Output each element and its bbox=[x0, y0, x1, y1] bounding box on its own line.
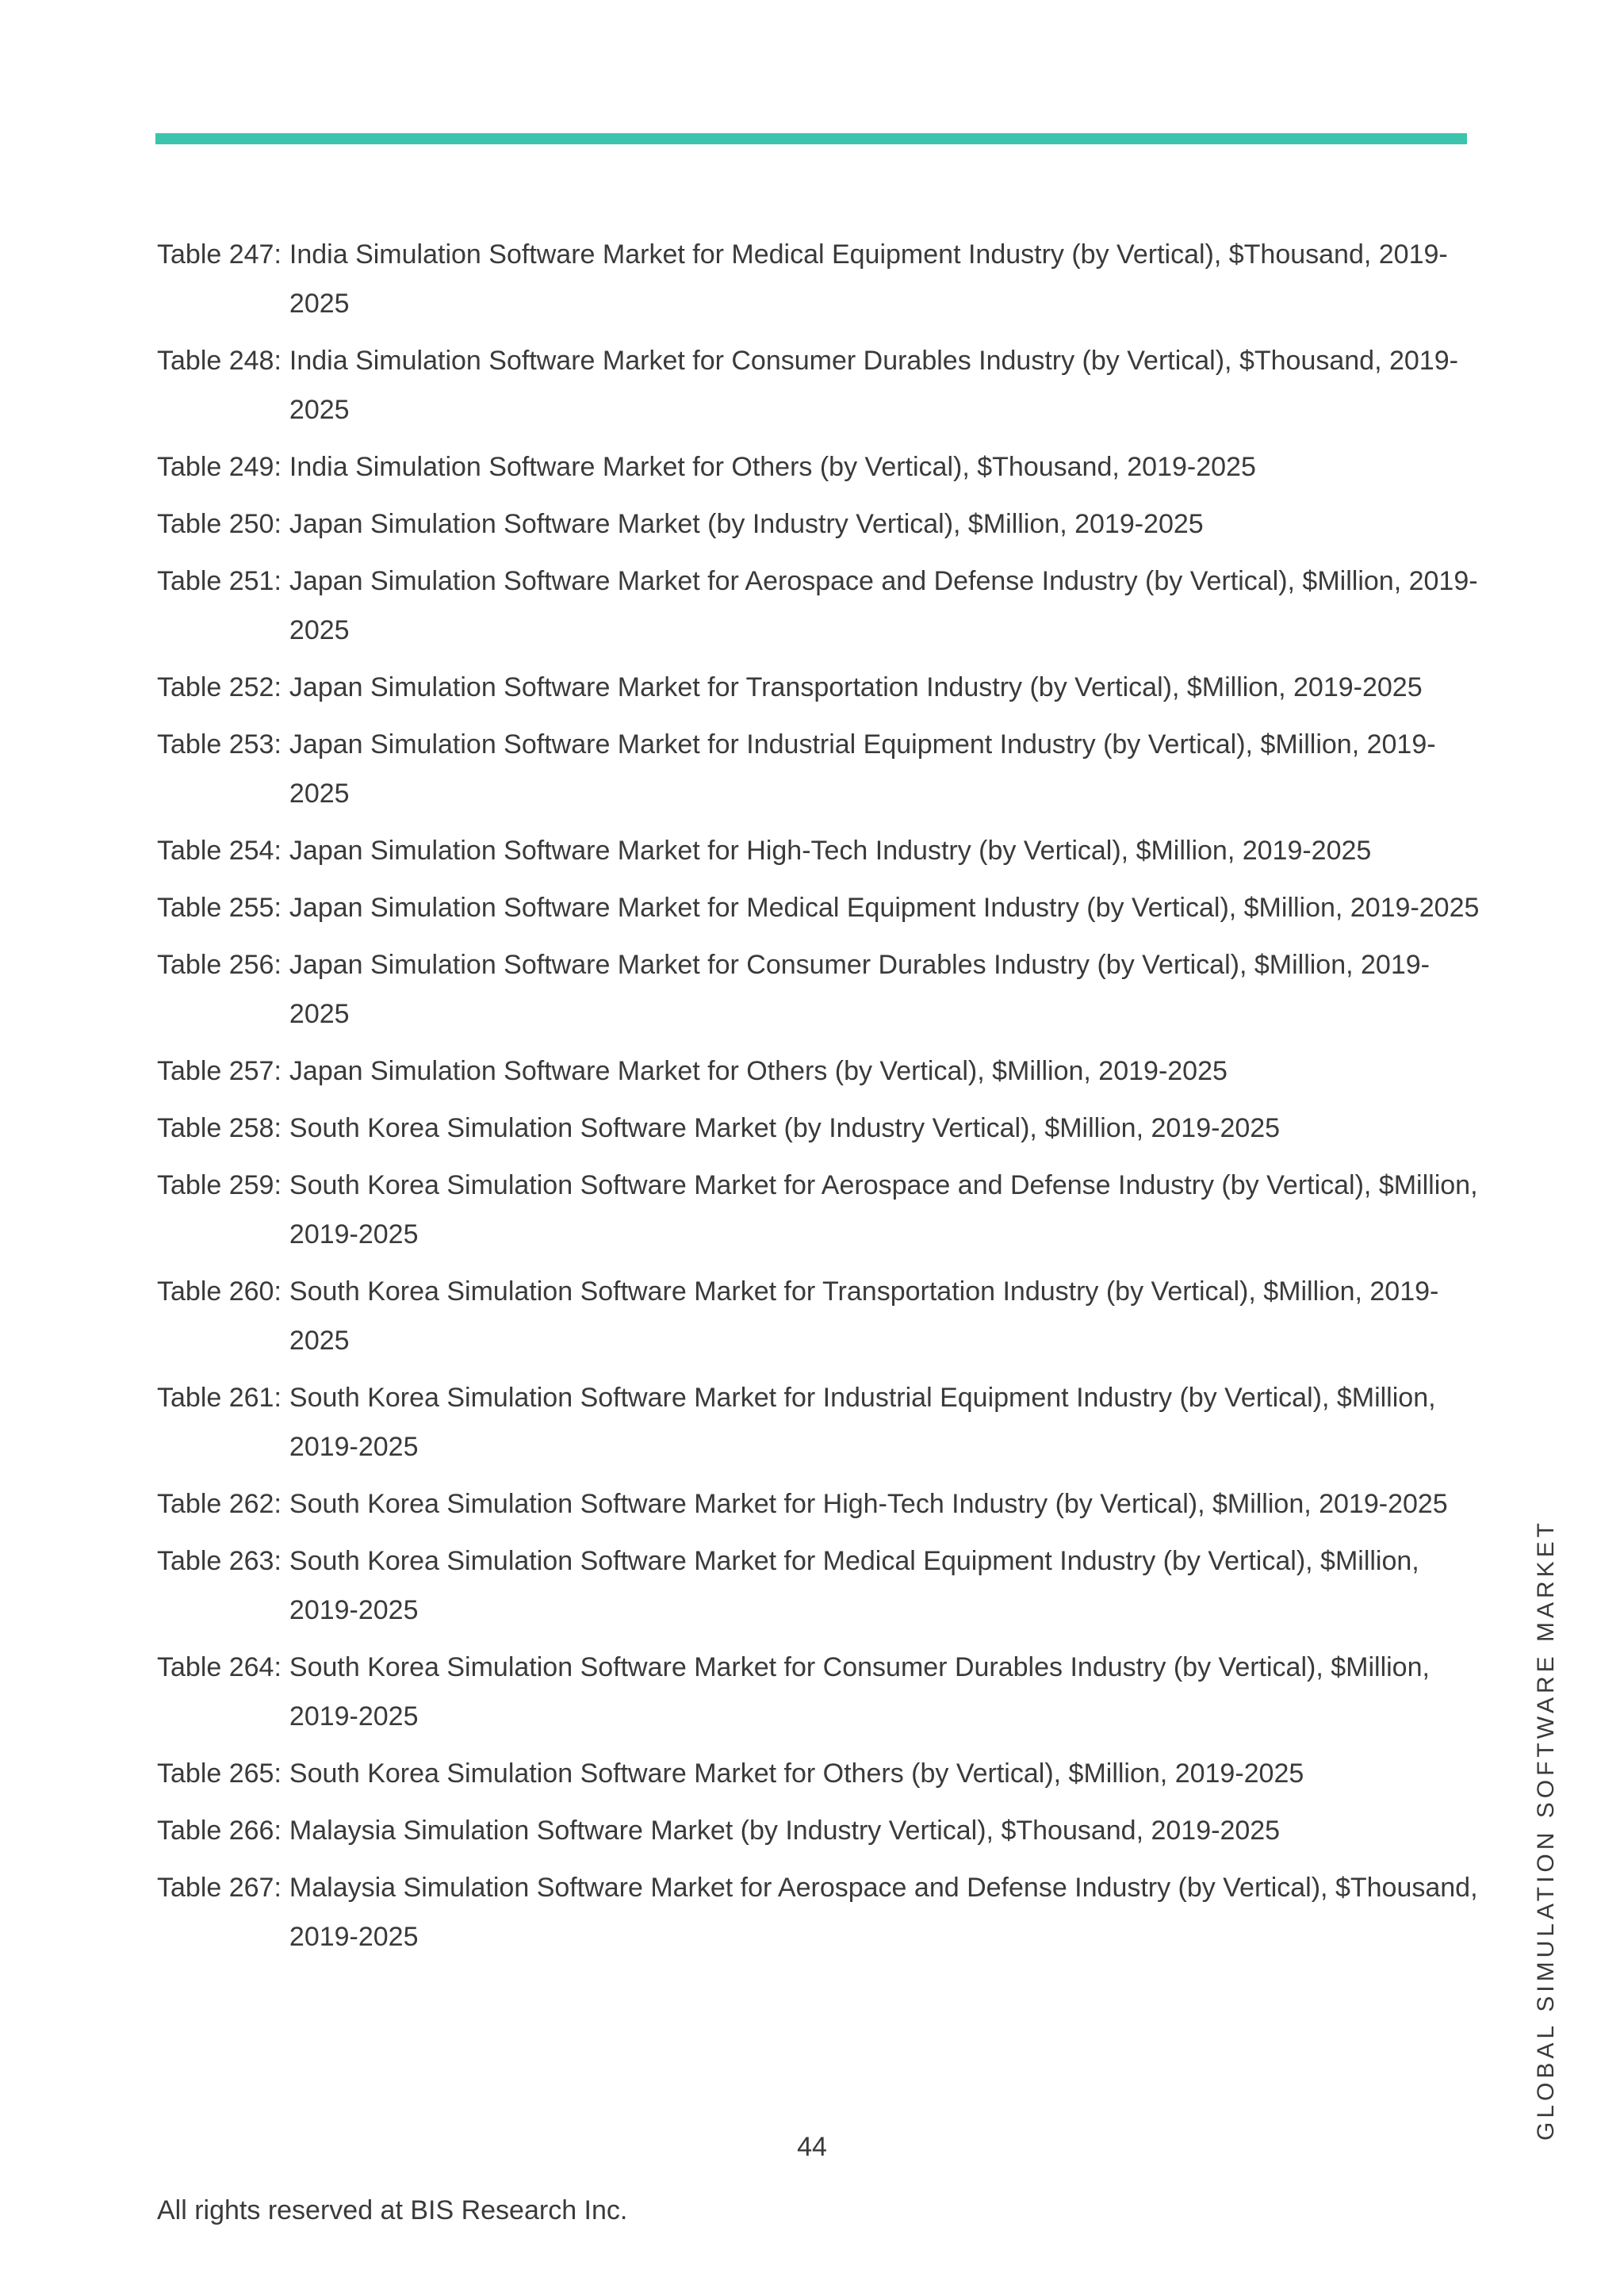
table-title: South Korea Simulation Software Market for Medical Equipment Industry (by Vertical), $Million, 2019-2025 bbox=[289, 1546, 1419, 1625]
table-title: India Simulation Software Market for Consumer Durables Industry (by Vertical), $Thousand, 2019-2025 bbox=[289, 346, 1458, 425]
table-number: Table 256: bbox=[157, 950, 282, 980]
table-title: Japan Simulation Software Market for Transportation Industry (by Vertical), $Million, 2019-2025 bbox=[289, 672, 1423, 702]
table-title: Japan Simulation Software Market for High-Tech Industry (by Vertical), $Million, 2019-2025 bbox=[289, 836, 1372, 866]
table-number: Table 255: bbox=[157, 893, 282, 923]
table-number: Table 257: bbox=[157, 1056, 282, 1086]
table-title: South Korea Simulation Software Market for Others (by Vertical), $Million, 2019-2025 bbox=[289, 1758, 1304, 1789]
list-item[interactable] bbox=[157, 1047, 1483, 1096]
list-item[interactable] bbox=[157, 1161, 1483, 1259]
table-title: South Korea Simulation Software Market (by Industry Vertical), $Million, 2019-2025 bbox=[289, 1113, 1281, 1143]
table-number: Table 260: bbox=[157, 1276, 282, 1307]
table-number: Table 247: bbox=[157, 239, 282, 270]
footer-copyright: All rights reserved at BIS Research Inc. bbox=[157, 2195, 628, 2225]
list-of-tables bbox=[157, 230, 1483, 1969]
table-title: Japan Simulation Software Market for Others (by Vertical), $Million, 2019-2025 bbox=[289, 1056, 1228, 1086]
list-item[interactable] bbox=[157, 442, 1483, 492]
table-number: Table 248: bbox=[157, 346, 282, 376]
list-item[interactable] bbox=[157, 499, 1483, 549]
list-item[interactable] bbox=[157, 1373, 1483, 1471]
table-title: Japan Simulation Software Market for Medical Equipment Industry (by Vertical), $Million, 2019-2025 bbox=[289, 893, 1480, 923]
list-item[interactable] bbox=[157, 1863, 1483, 1961]
page-number: 44 bbox=[797, 2132, 827, 2162]
table-title: South Korea Simulation Software Market for Consumer Durables Industry (by Vertical), $Million, 2019-2025 bbox=[289, 1652, 1430, 1732]
list-item[interactable] bbox=[157, 230, 1483, 328]
table-number: Table 252: bbox=[157, 672, 282, 702]
list-item[interactable] bbox=[157, 720, 1483, 818]
list-item[interactable] bbox=[157, 663, 1483, 712]
table-title: South Korea Simulation Software Market for Aerospace and Defense Industry (by Vertical), $Million, 2019-2025 bbox=[289, 1170, 1478, 1249]
side-running-title: GLOBAL SIMULATION SOFTWARE MARKET bbox=[1533, 1519, 1559, 2141]
table-title: India Simulation Software Market for Medical Equipment Industry (by Vertical), $Thousand, 2019-2025 bbox=[289, 239, 1448, 319]
table-title: Malaysia Simulation Software Market for Aerospace and Defense Industry (by Vertical), $Thousand, 2019-2025 bbox=[289, 1873, 1478, 1952]
table-title: South Korea Simulation Software Market for High-Tech Industry (by Vertical), $Million, 2019-2025 bbox=[289, 1489, 1448, 1519]
table-title: Japan Simulation Software Market for Industrial Equipment Industry (by Vertical), $Million, 2019-2025 bbox=[289, 729, 1436, 809]
table-number: Table 253: bbox=[157, 729, 282, 760]
list-item[interactable] bbox=[157, 883, 1483, 932]
table-title: Japan Simulation Software Market for Aerospace and Defense Industry (by Vertical), $Million, 2019-2025 bbox=[289, 566, 1478, 645]
list-item[interactable] bbox=[157, 1643, 1483, 1741]
table-title: India Simulation Software Market for Others (by Vertical), $Thousand, 2019-2025 bbox=[289, 452, 1256, 482]
list-item[interactable] bbox=[157, 940, 1483, 1039]
list-item[interactable] bbox=[157, 1104, 1483, 1153]
table-title: South Korea Simulation Software Market for Industrial Equipment Industry (by Vertical), $Million, 2019-2025 bbox=[289, 1383, 1436, 1462]
list-item[interactable] bbox=[157, 826, 1483, 875]
table-title: South Korea Simulation Software Market for Transportation Industry (by Vertical), $Million, 2019-2025 bbox=[289, 1276, 1439, 1356]
table-number: Table 267: bbox=[157, 1873, 282, 1903]
list-item[interactable] bbox=[157, 1267, 1483, 1365]
table-number: Table 250: bbox=[157, 509, 282, 539]
list-item[interactable] bbox=[157, 557, 1483, 655]
table-title: Japan Simulation Software Market for Consumer Durables Industry (by Vertical), $Million, 2019-2025 bbox=[289, 950, 1430, 1029]
table-number: Table 251: bbox=[157, 566, 282, 596]
list-item[interactable] bbox=[157, 1536, 1483, 1635]
header-accent-rule bbox=[155, 133, 1467, 144]
table-number: Table 261: bbox=[157, 1383, 282, 1413]
table-title: Malaysia Simulation Software Market (by Industry Vertical), $Thousand, 2019-2025 bbox=[289, 1816, 1281, 1846]
table-number: Table 265: bbox=[157, 1758, 282, 1789]
list-item[interactable] bbox=[157, 1749, 1483, 1798]
table-number: Table 262: bbox=[157, 1489, 282, 1519]
list-item[interactable] bbox=[157, 336, 1483, 434]
table-number: Table 259: bbox=[157, 1170, 282, 1200]
table-number: Table 258: bbox=[157, 1113, 282, 1143]
list-item[interactable] bbox=[157, 1479, 1483, 1529]
list-item[interactable] bbox=[157, 1806, 1483, 1855]
table-number: Table 254: bbox=[157, 836, 282, 866]
table-number: Table 266: bbox=[157, 1816, 282, 1846]
table-number: Table 263: bbox=[157, 1546, 282, 1576]
table-number: Table 249: bbox=[157, 452, 282, 482]
table-number: Table 264: bbox=[157, 1652, 282, 1682]
table-title: Japan Simulation Software Market (by Industry Vertical), $Million, 2019-2025 bbox=[289, 509, 1204, 539]
